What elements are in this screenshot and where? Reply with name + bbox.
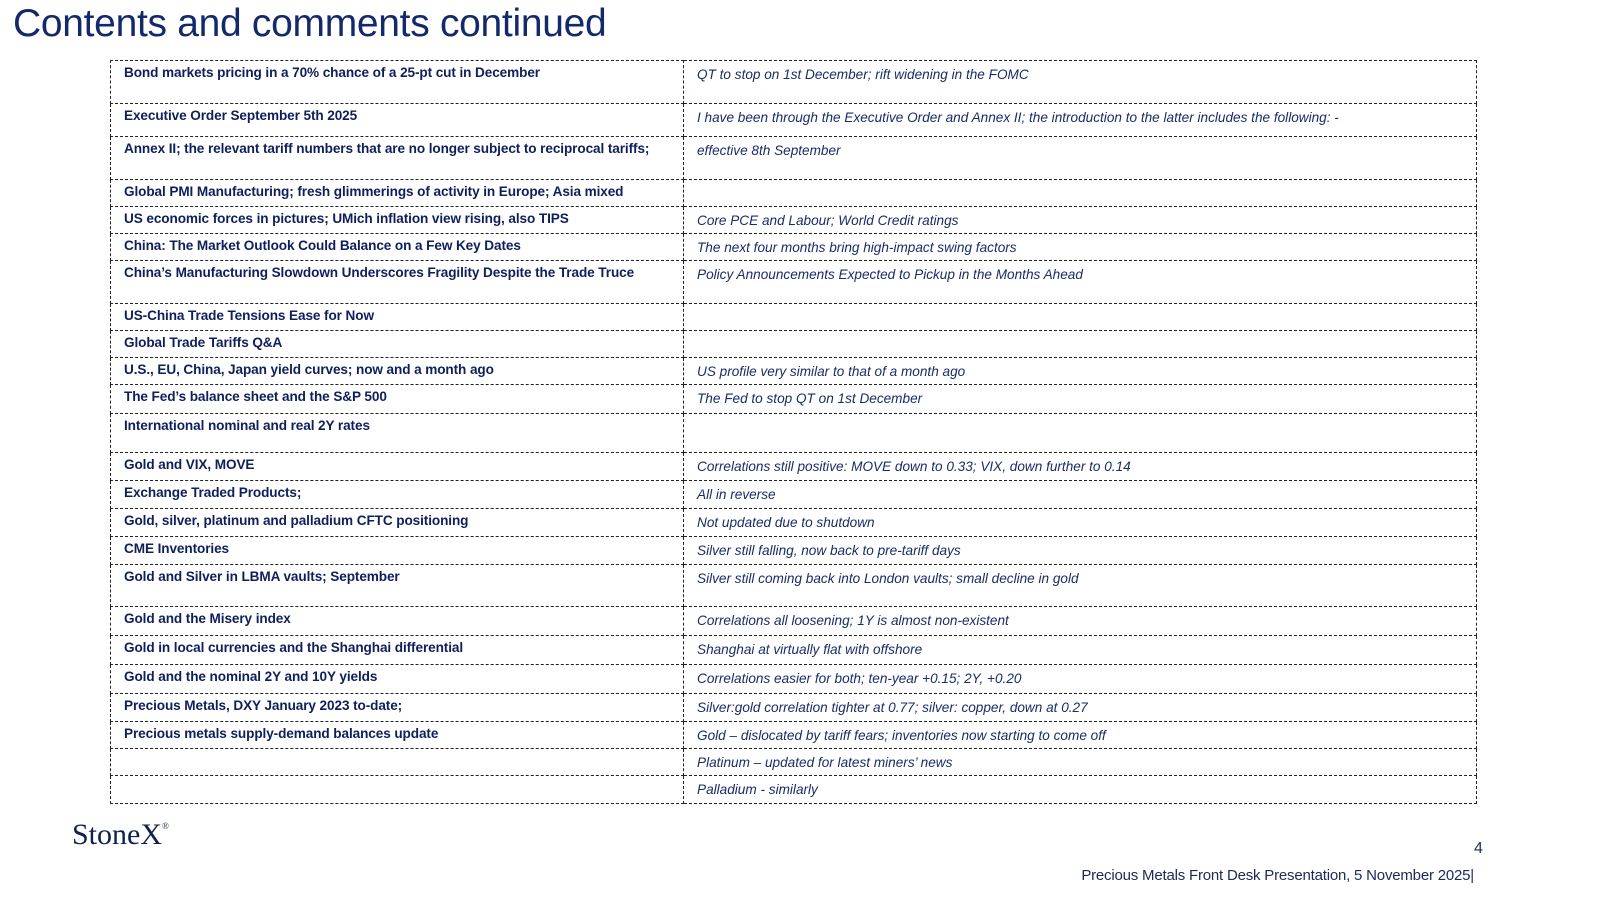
comment-cell: Palladium - similarly	[684, 776, 1477, 804]
topic-cell: Precious metals supply-demand balances update	[111, 722, 684, 749]
topic-cell: Exchange Traded Products;	[111, 481, 684, 509]
contents-table	[110, 60, 1477, 804]
comment-cell: Core PCE and Labour; World Credit ratings	[684, 207, 1477, 234]
table-row	[111, 509, 1477, 537]
page-title: Contents and comments continued	[13, 2, 607, 45]
table-row	[111, 636, 1477, 665]
comment-cell: QT to stop on 1st December; rift widening in the FOMC	[684, 61, 1477, 104]
comment-cell: Policy Announcements Expected to Pickup in the Months Ahead	[684, 261, 1477, 304]
comment-cell: Shanghai at virtually flat with offshore	[684, 636, 1477, 665]
table-row	[111, 61, 1477, 104]
topic-cell: China’s Manufacturing Slowdown Underscores Fragility Despite the Trade Truce	[111, 261, 684, 304]
comment-cell: effective 8th September	[684, 137, 1477, 180]
contents-table-body	[111, 61, 1477, 804]
table-row	[111, 331, 1477, 358]
comment-cell: Gold – dislocated by tariff fears; inventories now starting to come off	[684, 722, 1477, 749]
table-row	[111, 565, 1477, 607]
registered-mark: ®	[162, 821, 169, 831]
comment-cell: I have been through the Executive Order and Annex II; the introduction to the latter includes the following: -	[684, 104, 1477, 137]
topic-cell: Global Trade Tariffs Q&A	[111, 331, 684, 358]
table-row	[111, 180, 1477, 207]
table-row	[111, 722, 1477, 749]
topic-cell: Global PMI Manufacturing; fresh glimmerings of activity in Europe; Asia mixed	[111, 180, 684, 207]
comment-cell: US profile very similar to that of a month ago	[684, 358, 1477, 385]
stonex-logo	[72, 818, 169, 852]
table-row	[111, 537, 1477, 565]
table-row	[111, 607, 1477, 636]
table-row	[111, 304, 1477, 331]
table-row	[111, 665, 1477, 694]
topic-cell: US economic forces in pictures; UMich inflation view rising, also TIPS	[111, 207, 684, 234]
table-row	[111, 414, 1477, 453]
page-number: 4	[1474, 840, 1483, 857]
footer-text: Precious Metals Front Desk Presentation, 5 November 2025|	[1081, 867, 1474, 884]
comment-cell	[684, 414, 1477, 453]
topic-cell: Gold and the Misery index	[111, 607, 684, 636]
topic-cell: International nominal and real 2Y rates	[111, 414, 684, 453]
comment-cell: Silver:gold correlation tighter at 0.77; silver: copper, down at 0.27	[684, 694, 1477, 722]
comment-cell: Not updated due to shutdown	[684, 509, 1477, 537]
topic-cell: Gold in local currencies and the Shanghai differential	[111, 636, 684, 665]
table-row	[111, 358, 1477, 385]
table-row	[111, 137, 1477, 180]
table-row	[111, 776, 1477, 804]
comment-cell	[684, 304, 1477, 331]
comment-cell	[684, 180, 1477, 207]
topic-cell: Gold and VIX, MOVE	[111, 453, 684, 481]
table-row	[111, 207, 1477, 234]
topic-cell: Annex II; the relevant tariff numbers that are no longer subject to reciprocal tariffs;	[111, 137, 684, 180]
topic-cell: China: The Market Outlook Could Balance on a Few Key Dates	[111, 234, 684, 261]
comment-cell: Correlations all loosening; 1Y is almost non-existent	[684, 607, 1477, 636]
topic-cell: Gold and the nominal 2Y and 10Y yields	[111, 665, 684, 694]
comment-cell: Platinum – updated for latest miners’ news	[684, 749, 1477, 776]
comment-cell: The Fed to stop QT on 1st December	[684, 385, 1477, 414]
comment-cell: Correlations easier for both; ten-year +0.15; 2Y, +0.20	[684, 665, 1477, 694]
logo-text: StoneX	[72, 818, 162, 851]
comment-cell: Silver still coming back into London vaults; small decline in gold	[684, 565, 1477, 607]
comment-cell	[684, 331, 1477, 358]
table-row	[111, 385, 1477, 414]
topic-cell	[111, 749, 684, 776]
topic-cell: Precious Metals, DXY January 2023 to-date;	[111, 694, 684, 722]
topic-cell: Gold and Silver in LBMA vaults; September	[111, 565, 684, 607]
topic-cell: Gold, silver, platinum and palladium CFTC positioning	[111, 509, 684, 537]
table-row	[111, 749, 1477, 776]
comment-cell: Correlations still positive: MOVE down to 0.33; VIX, down further to 0.14	[684, 453, 1477, 481]
comment-cell: All in reverse	[684, 481, 1477, 509]
topic-cell: CME Inventories	[111, 537, 684, 565]
table-row	[111, 234, 1477, 261]
table-row	[111, 104, 1477, 137]
topic-cell: Executive Order September 5th 2025	[111, 104, 684, 137]
table-row	[111, 453, 1477, 481]
table-row	[111, 261, 1477, 304]
comment-cell: The next four months bring high-impact swing factors	[684, 234, 1477, 261]
topic-cell: The Fed’s balance sheet and the S&P 500	[111, 385, 684, 414]
topic-cell: Bond markets pricing in a 70% chance of a 25-pt cut in December	[111, 61, 684, 104]
table-row	[111, 694, 1477, 722]
topic-cell: US-China Trade Tensions Ease for Now	[111, 304, 684, 331]
topic-cell	[111, 776, 684, 804]
topic-cell: U.S., EU, China, Japan yield curves; now and a month ago	[111, 358, 684, 385]
comment-cell: Silver still falling, now back to pre-tariff days	[684, 537, 1477, 565]
table-row	[111, 481, 1477, 509]
